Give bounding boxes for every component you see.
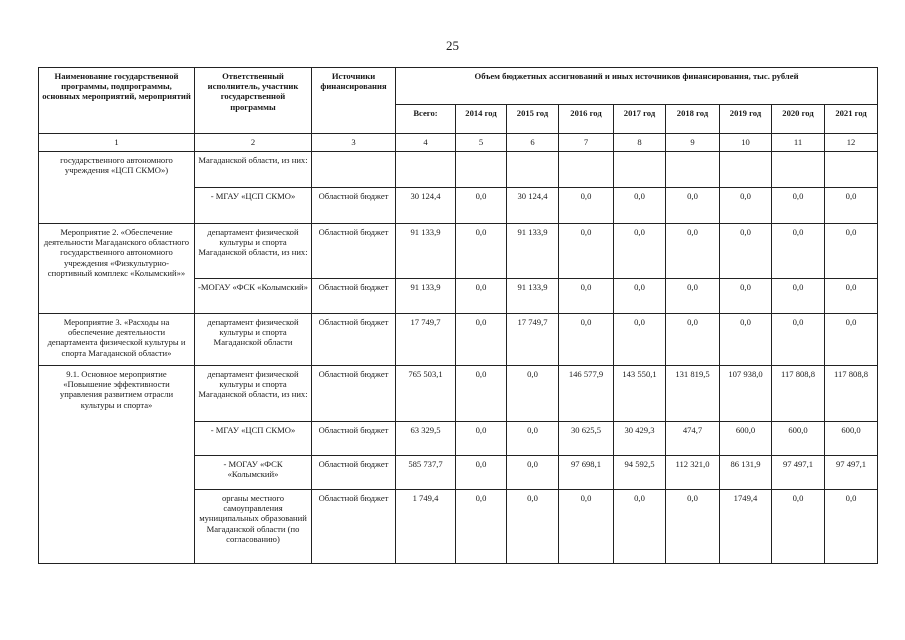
value-cell: 0,0 xyxy=(666,314,720,366)
value-cell: 86 131,9 xyxy=(720,456,772,490)
value-cell: 0,0 xyxy=(720,314,772,366)
value-cell: 117 808,8 xyxy=(772,366,825,422)
index-cell: 6 xyxy=(507,134,559,152)
value-cell: 585 737,7 xyxy=(396,456,456,490)
value-cell: 0,0 xyxy=(559,188,614,224)
value-cell: 0,0 xyxy=(614,279,666,314)
value-cell xyxy=(559,152,614,188)
value-cell: 97 698,1 xyxy=(559,456,614,490)
value-cell: 0,0 xyxy=(825,188,878,224)
value-cell: 0,0 xyxy=(456,366,507,422)
table-row xyxy=(39,152,878,188)
value-cell: 112 321,0 xyxy=(666,456,720,490)
value-cell: 91 133,9 xyxy=(396,279,456,314)
value-cell: 0,0 xyxy=(456,490,507,564)
value-cell: 0,0 xyxy=(772,279,825,314)
header-volume: Объем бюджетных ассигнований и иных источников финансирования, тыс. рублей xyxy=(396,68,878,105)
value-cell: 91 133,9 xyxy=(396,224,456,279)
value-cell: 0,0 xyxy=(720,188,772,224)
row-name: Мероприятие 3. «Расходы на обеспечение деятельности департамента физической культуры и спорта Магаданской области» xyxy=(39,314,195,366)
value-cell: 765 503,1 xyxy=(396,366,456,422)
value-cell: 600,0 xyxy=(772,422,825,456)
value-cell: 91 133,9 xyxy=(507,279,559,314)
index-row xyxy=(39,134,878,152)
row-name: 9.1. Основное мероприятие «Повышение эффективности управления развитием отрасли культуры и спорта» xyxy=(39,366,195,564)
value-cell: 131 819,5 xyxy=(666,366,720,422)
header-year: 2015 год xyxy=(507,105,559,134)
index-cell: 9 xyxy=(666,134,720,152)
value-cell: 0,0 xyxy=(772,188,825,224)
value-cell: 0,0 xyxy=(559,279,614,314)
value-cell: 0,0 xyxy=(614,490,666,564)
value-cell: 0,0 xyxy=(614,188,666,224)
table-row xyxy=(39,314,878,366)
value-cell: 0,0 xyxy=(772,490,825,564)
index-cell: 5 xyxy=(456,134,507,152)
value-cell: 600,0 xyxy=(720,422,772,456)
value-cell: 0,0 xyxy=(772,224,825,279)
row-executor: департамент физической культуры и спорта Магаданской области xyxy=(195,314,312,366)
value-cell: 143 550,1 xyxy=(614,366,666,422)
header-executor: Ответственный исполнитель, участник государственной программы xyxy=(195,68,312,134)
value-cell: 1749,4 xyxy=(720,490,772,564)
row-executor: -МОГАУ «ФСК «Колымский» xyxy=(195,279,312,314)
row-executor: органы местного самоуправления муниципальных образований Магаданской области (по согласованию) xyxy=(195,490,312,564)
value-cell: 0,0 xyxy=(825,224,878,279)
value-cell: 0,0 xyxy=(614,224,666,279)
value-cell: 63 329,5 xyxy=(396,422,456,456)
value-cell: 0,0 xyxy=(559,314,614,366)
value-cell: 0,0 xyxy=(456,224,507,279)
value-cell: 0,0 xyxy=(507,366,559,422)
value-cell: 0,0 xyxy=(720,224,772,279)
page-number: 25 xyxy=(446,38,459,53)
value-cell: 0,0 xyxy=(456,456,507,490)
header-year: 2021 год xyxy=(825,105,878,134)
value-cell: 0,0 xyxy=(666,188,720,224)
value-cell: 0,0 xyxy=(666,490,720,564)
row-source: Областной бюджет xyxy=(312,188,396,224)
value-cell: 0,0 xyxy=(456,422,507,456)
index-cell: 3 xyxy=(312,134,396,152)
value-cell: 117 808,8 xyxy=(825,366,878,422)
value-cell: 17 749,7 xyxy=(507,314,559,366)
value-cell: 0,0 xyxy=(772,314,825,366)
value-cell: 97 497,1 xyxy=(825,456,878,490)
index-cell: 7 xyxy=(559,134,614,152)
index-cell: 10 xyxy=(720,134,772,152)
value-cell: 0,0 xyxy=(559,490,614,564)
value-cell: 97 497,1 xyxy=(772,456,825,490)
value-cell: 17 749,7 xyxy=(396,314,456,366)
row-executor: Магаданской области, из них: xyxy=(195,152,312,188)
value-cell: 1 749,4 xyxy=(396,490,456,564)
row-source: Областной бюджет xyxy=(312,279,396,314)
value-cell xyxy=(396,152,456,188)
value-cell: 30 124,4 xyxy=(507,188,559,224)
row-executor: департамент физической культуры и спорта Магаданской области, из них: xyxy=(195,366,312,422)
index-cell: 1 xyxy=(39,134,195,152)
header-year: 2014 год xyxy=(456,105,507,134)
header-year: 2019 год xyxy=(720,105,772,134)
header-source: Источники финансирования xyxy=(312,68,396,134)
header-year: 2020 год xyxy=(772,105,825,134)
value-cell: 0,0 xyxy=(456,188,507,224)
index-cell: 11 xyxy=(772,134,825,152)
row-name: Мероприятие 2. «Обеспечение деятельности Магаданского областного государственного автономного учреждения «Физкультурно-спортивный комплекс «Колымский»» xyxy=(39,224,195,314)
row-executor: департамент физической культуры и спорта Магаданской области, из них: xyxy=(195,224,312,279)
header-year: 2018 год xyxy=(666,105,720,134)
row-executor: - МОГАУ «ФСК «Колымский» xyxy=(195,456,312,490)
value-cell: 0,0 xyxy=(666,224,720,279)
value-cell: 0,0 xyxy=(507,456,559,490)
value-cell: 0,0 xyxy=(720,279,772,314)
value-cell: 0,0 xyxy=(825,279,878,314)
value-cell: 107 938,0 xyxy=(720,366,772,422)
value-cell: 0,0 xyxy=(456,279,507,314)
row-source: Областной бюджет xyxy=(312,456,396,490)
index-cell: 12 xyxy=(825,134,878,152)
value-cell xyxy=(507,152,559,188)
value-cell: 91 133,9 xyxy=(507,224,559,279)
value-cell: 0,0 xyxy=(666,279,720,314)
value-cell: 0,0 xyxy=(559,224,614,279)
value-cell xyxy=(614,152,666,188)
row-source: Областной бюджет xyxy=(312,366,396,422)
value-cell: 146 577,9 xyxy=(559,366,614,422)
value-cell: 30 625,5 xyxy=(559,422,614,456)
table-row xyxy=(39,224,878,279)
row-executor: - МГАУ «ЦСП СКМО» xyxy=(195,188,312,224)
value-cell: 0,0 xyxy=(614,314,666,366)
row-source: Областной бюджет xyxy=(312,314,396,366)
row-executor: - МГАУ «ЦСП СКМО» xyxy=(195,422,312,456)
value-cell: 30 124,4 xyxy=(396,188,456,224)
header-total: Всего: xyxy=(396,105,456,134)
budget-table xyxy=(38,67,878,564)
value-cell xyxy=(720,152,772,188)
value-cell: 0,0 xyxy=(825,314,878,366)
value-cell: 0,0 xyxy=(825,490,878,564)
index-cell: 8 xyxy=(614,134,666,152)
index-cell: 2 xyxy=(195,134,312,152)
row-name: государственного автономного учреждения «ЦСП СКМО») xyxy=(39,152,195,224)
value-cell xyxy=(825,152,878,188)
row-source: Областной бюджет xyxy=(312,224,396,279)
value-cell: 0,0 xyxy=(507,422,559,456)
value-cell xyxy=(666,152,720,188)
value-cell: 474,7 xyxy=(666,422,720,456)
value-cell: 30 429,3 xyxy=(614,422,666,456)
value-cell xyxy=(772,152,825,188)
row-source: Областной бюджет xyxy=(312,490,396,564)
value-cell: 94 592,5 xyxy=(614,456,666,490)
row-source: Областной бюджет xyxy=(312,422,396,456)
value-cell: 0,0 xyxy=(507,490,559,564)
header-year: 2016 год xyxy=(559,105,614,134)
table-row xyxy=(39,366,878,422)
header-name: Наименование государственной программы, подпрограммы, основных мероприятий, мероприятий xyxy=(39,68,195,134)
value-cell: 0,0 xyxy=(456,314,507,366)
header-year: 2017 год xyxy=(614,105,666,134)
value-cell xyxy=(456,152,507,188)
value-cell: 600,0 xyxy=(825,422,878,456)
row-source xyxy=(312,152,396,188)
index-cell: 4 xyxy=(396,134,456,152)
